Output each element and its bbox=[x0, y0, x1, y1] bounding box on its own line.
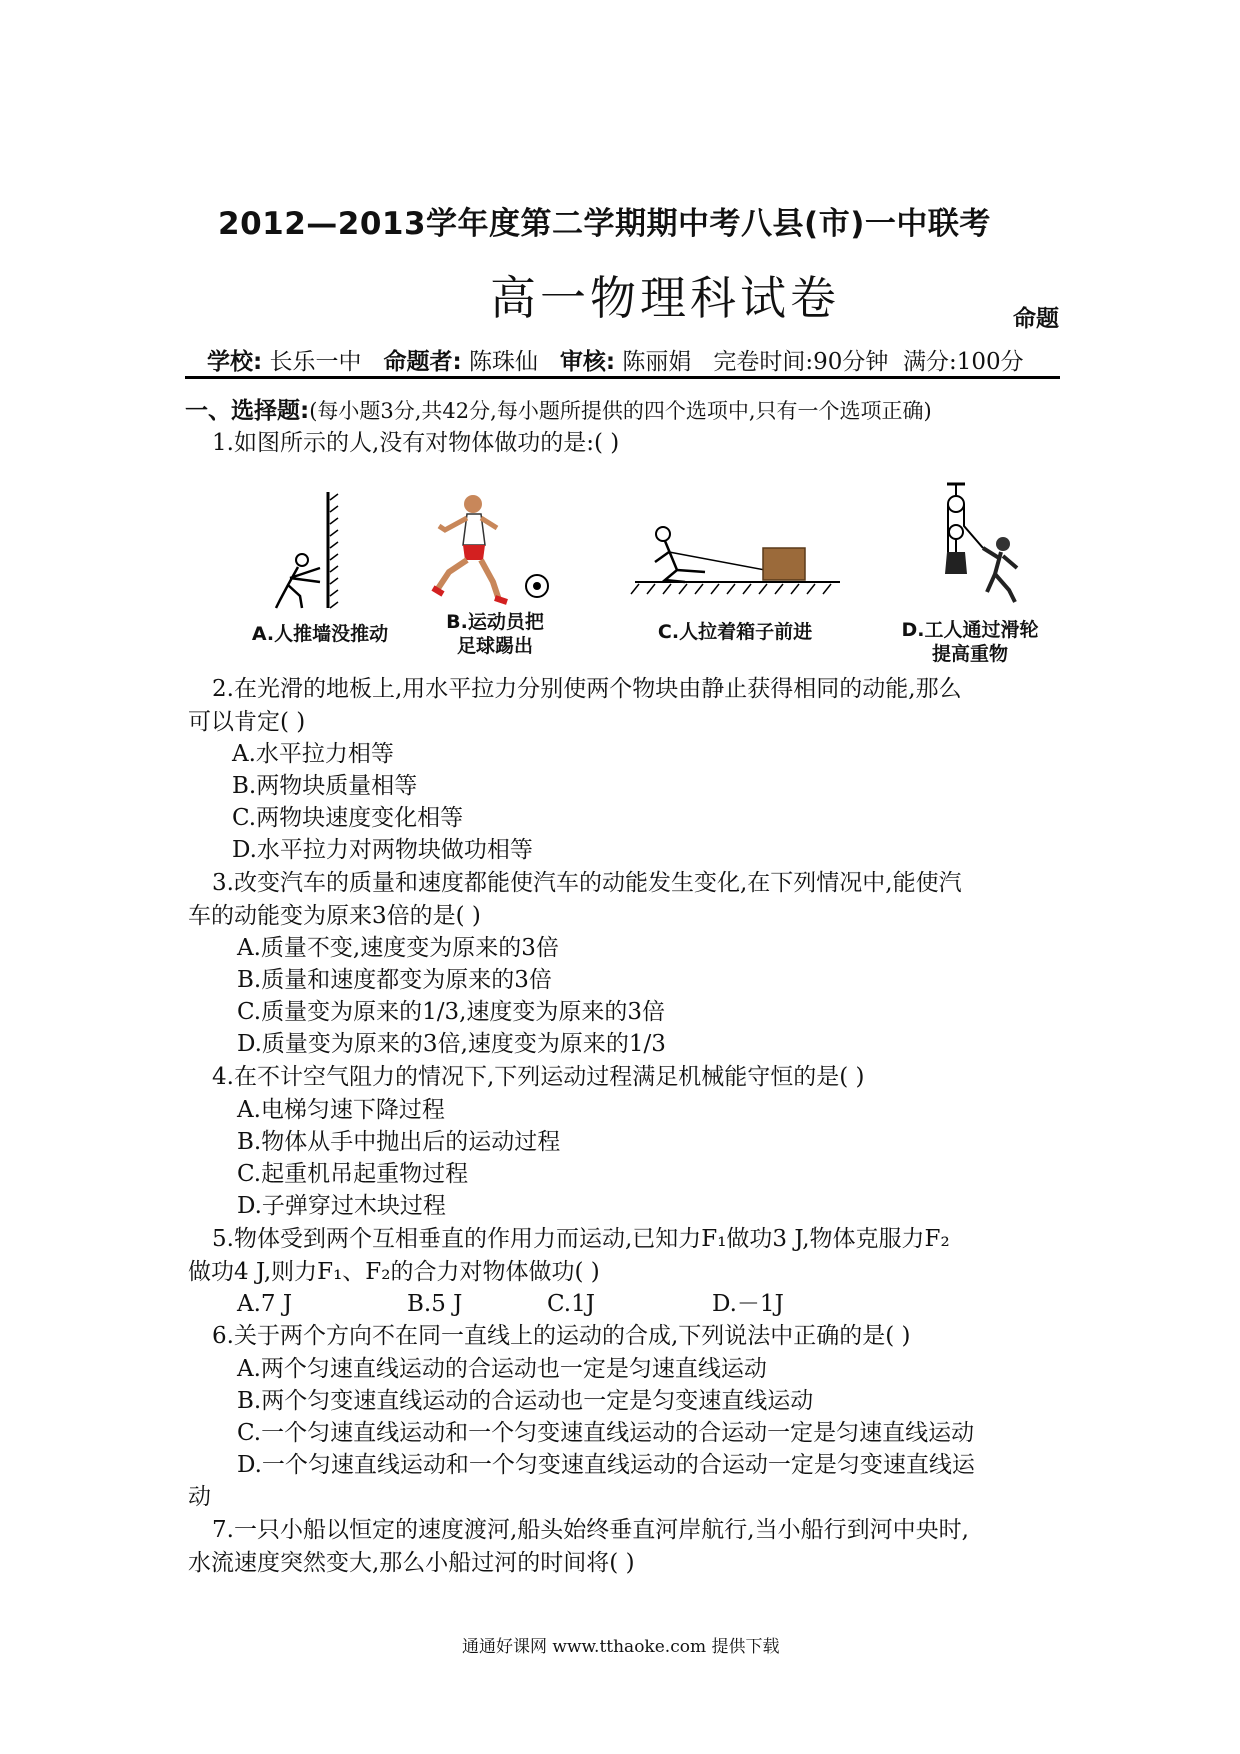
q2-option-a: A.水平拉力相等 bbox=[232, 741, 394, 767]
q4-option-d: D.子弹穿过木块过程 bbox=[237, 1193, 446, 1219]
exam-title: 2012—2013学年度第二学期期中考八县(市)一中联考 bbox=[218, 206, 991, 242]
author-label: 命题者: bbox=[383, 349, 462, 375]
q3-option-b: B.质量和速度都变为原来的3倍 bbox=[237, 967, 552, 993]
q2-option-d: D.水平拉力对两物块做功相等 bbox=[232, 837, 533, 863]
q5-options-row bbox=[237, 1285, 784, 1318]
footer-credit: 通通好课网 www.tthaoke.com 提供下载 bbox=[462, 1637, 780, 1657]
figure-d-caption-line2: 提高重物 bbox=[931, 643, 1008, 665]
q2-option-c: C.两物块速度变化相等 bbox=[232, 805, 464, 831]
school-name: 长乐一中 bbox=[269, 349, 362, 375]
q2-stem-line2: 可以肯定( ) bbox=[188, 709, 306, 735]
figure-b-caption bbox=[425, 610, 565, 658]
figure-d-caption-line1: D.工人通过滑轮 bbox=[901, 619, 1039, 641]
q2-stem-line1: 2.在光滑的地板上,用水平拉力分别使两个物块由静止获得相同的动能,那么 bbox=[212, 676, 962, 702]
q6-option-b: B.两个匀变速直线运动的合运动也一定是匀变速直线运动 bbox=[237, 1388, 814, 1414]
section-note: (每小题3分,共42分,每小题所提供的四个选项中,只有一个选项正确) bbox=[309, 399, 932, 423]
reviewer-label: 审核: bbox=[559, 349, 616, 375]
q6-option-d: D.一个匀速直线运动和一个匀变速直线运动的合运动一定是匀变速直线运 bbox=[237, 1452, 975, 1478]
q3-option-d: D.质量变为原来的3倍,速度变为原来的1/3 bbox=[237, 1031, 666, 1057]
figure-c-caption: C.人拉着箱子前进 bbox=[657, 621, 813, 643]
figure-a-caption: A.人推墙没推动 bbox=[251, 623, 389, 645]
q4-option-c: C.起重机吊起重物过程 bbox=[237, 1161, 469, 1187]
q3-option-a: A.质量不变,速度变为原来的3倍 bbox=[237, 935, 559, 961]
q5-option-d: D.－1J bbox=[712, 1291, 784, 1317]
school-label: 学校: bbox=[207, 349, 263, 375]
q1-stem: 1.如图所示的人,没有对物体做功的是:( ) bbox=[212, 430, 620, 456]
exam-time: 完卷时间:90分钟 bbox=[713, 349, 889, 375]
paper-title: 高一物理科试卷 bbox=[490, 271, 840, 325]
q6-stem: 6.关于两个方向不在同一直线上的运动的合成,下列说法中正确的是( ) bbox=[212, 1323, 911, 1349]
q7-stem-line1: 7.一只小船以恒定的速度渡河,船头始终垂直河岸航行,当小船行到河中央时, bbox=[212, 1517, 969, 1543]
q4-option-a: A.电梯匀速下降过程 bbox=[237, 1097, 445, 1123]
corner-label: 命题 bbox=[1013, 306, 1059, 332]
q5-option-b: B.5 J bbox=[407, 1291, 463, 1317]
q4-stem: 4.在不计空气阻力的情况下,下列运动过程满足机械能守恒的是( ) bbox=[212, 1064, 865, 1090]
q3-stem-line1: 3.改变汽车的质量和速度都能使汽车的动能发生变化,在下列情况中,能使汽 bbox=[212, 870, 962, 896]
q6-option-c: C.一个匀速直线运动和一个匀变速直线运动的合运动一定是匀速直线运动 bbox=[237, 1420, 975, 1446]
header-divider bbox=[185, 376, 1060, 379]
q3-stem-line2: 车的动能变为原来3倍的是( ) bbox=[188, 903, 481, 929]
q5-option-c: C.1J bbox=[547, 1291, 595, 1317]
pulley-worker-icon bbox=[925, 482, 1035, 610]
q5-stem-line1: 5.物体受到两个互相垂直的作用力而运动,已知力F₁做功3 J,物体克服力F₂ bbox=[212, 1226, 950, 1252]
q5-stem-line2: 做功4 J,则力F₁、F₂的合力对物体做功( ) bbox=[188, 1259, 600, 1285]
figure-b-caption-line1: B.运动员把 bbox=[446, 611, 544, 633]
reviewer-name: 陈丽娟 bbox=[622, 349, 692, 375]
person-pulling-box-icon bbox=[625, 520, 845, 600]
author-name: 陈珠仙 bbox=[468, 349, 538, 375]
q7-stem-line2: 水流速度突然变大,那么小船过河的时间将( ) bbox=[188, 1550, 635, 1576]
q6-option-d-wrap: 动 bbox=[188, 1484, 211, 1510]
section-heading bbox=[185, 392, 932, 425]
person-pushing-wall-icon bbox=[250, 490, 360, 610]
q3-option-c: C.质量变为原来的1/3,速度变为原来的3倍 bbox=[237, 999, 666, 1025]
full-score: 满分:100分 bbox=[903, 349, 1024, 375]
q5-option-a: A.7 J bbox=[237, 1291, 293, 1317]
soccer-player-icon bbox=[415, 490, 555, 610]
figure-d-caption bbox=[870, 618, 1070, 666]
q4-option-b: B.物体从手中抛出后的运动过程 bbox=[237, 1129, 561, 1155]
q2-option-b: B.两物块质量相等 bbox=[232, 773, 418, 799]
exam-info-line bbox=[207, 343, 1024, 376]
q6-option-a: A.两个匀速直线运动的合运动也一定是匀速直线运动 bbox=[237, 1356, 767, 1382]
figure-b-caption-line2: 足球踢出 bbox=[456, 635, 533, 657]
section-title: 一、选择题: bbox=[185, 398, 310, 424]
